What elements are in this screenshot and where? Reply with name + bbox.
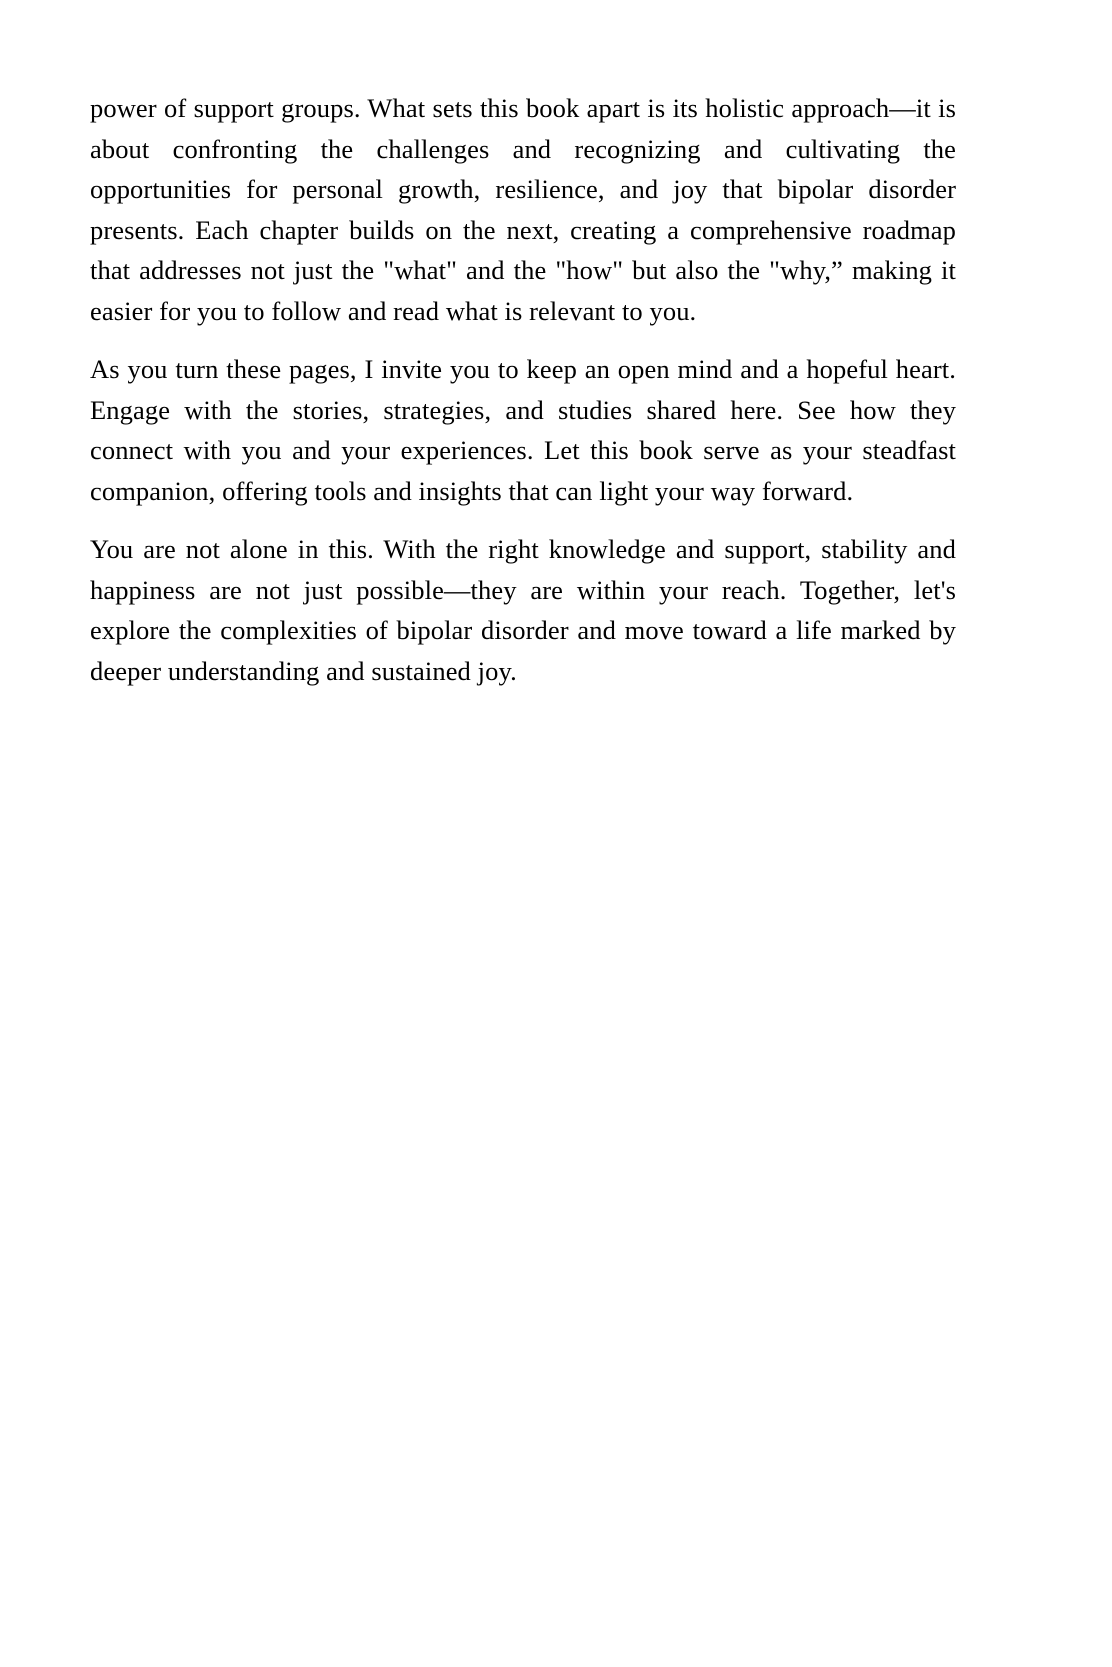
paragraph: As you turn these pages, I invite you to keep an open mind and a hopeful heart. Engage with the stories, strategies, and studies shared here. See how they connect with you and your experiences. Let this book serve as your steadfast companion, offering tools and insights that can light your way forward. [90, 354, 956, 506]
page-text-body [90, 88, 956, 691]
paragraph: You are not alone in this. With the right knowledge and support, stability and happiness are not just possible—they are within your reach. Together, let's explore the complexities of bipolar disorder and move toward a life marked by deeper understanding and sustained joy. [90, 534, 956, 686]
paragraph: power of support groups. What sets this book apart is its holistic approach—it is about confronting the challenges and recognizing and cultivating the opportunities for personal growth, resilience, and joy that bipolar disorder presents. Each chapter builds on the next, creating a comprehensive roadmap that addresses not just the "what" and the "how" but also the "why,” making it easier for you to follow and read what is relevant to you. [90, 93, 956, 326]
